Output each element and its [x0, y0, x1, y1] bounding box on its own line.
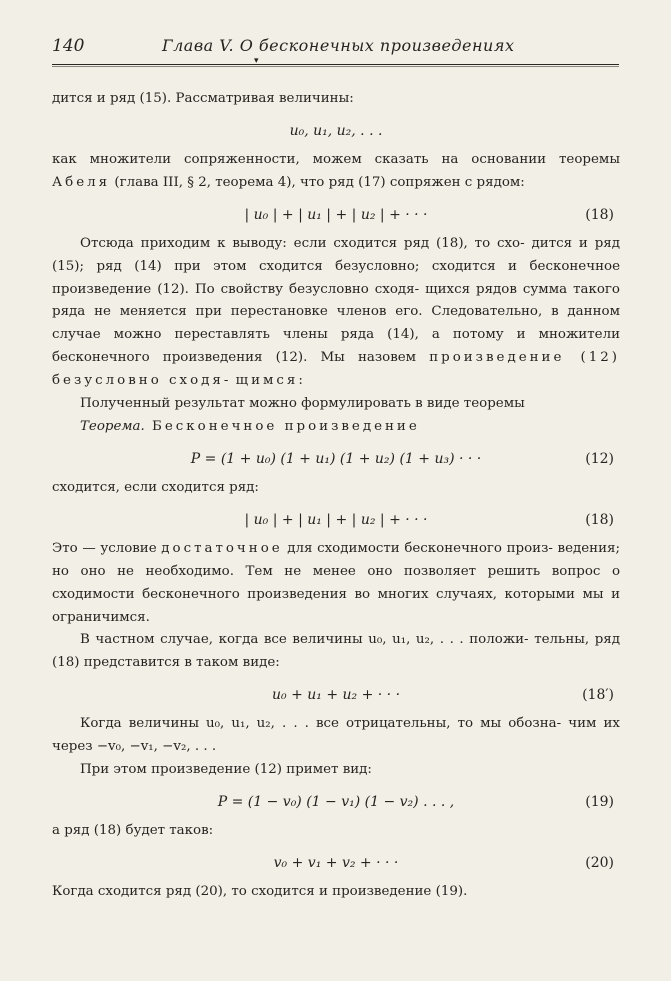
paragraph-3-line-2: дится и ряд (15); ряд (14) при этом сходится безусловно; сходится	[52, 235, 620, 274]
formula-18a-number: (18)	[585, 206, 614, 223]
paragraph-3-line-5: его. Следовательно, в данном случае можно переставлять члены	[52, 304, 620, 343]
formula-1-expr: u₀, u₁, u₂, . . .	[289, 122, 383, 139]
formula-12-expr: P = (1 + u₀) (1 + u₁) (1 + u₂) (1 + u₃) · · ·	[190, 450, 482, 467]
formula-18a-expr: | u₀ | + | u₁ | + | u₂ | + · · ·	[244, 206, 428, 223]
header-rule	[52, 66, 619, 67]
theorem-heading	[52, 416, 620, 439]
paragraph-7-line-3: вопрос о сходимости бесконечного произведения во многих случаях,	[52, 563, 621, 602]
formula-19	[52, 782, 620, 820]
formula-12-number: (12)	[585, 450, 614, 467]
theorem-label: Теорема.	[80, 418, 145, 434]
abel-name: Абеля	[52, 174, 111, 190]
formula-18b-expr: | u₀ | + | u₁ | + | u₂ | + · · ·	[244, 511, 428, 528]
formula-20	[52, 843, 620, 881]
paragraph-2-line-2: (глава III, § 2, теорема 4), что ряд (17) сопряжен с рядом:	[110, 174, 525, 190]
paragraph-3-line-1: Отсюда приходим к выводу: если сходится ряд (18), то схо-	[80, 235, 525, 251]
paragraph-2	[52, 149, 620, 195]
paragraph-9-line-1: Когда величины u₀, u₁, u₂, . . . все отрицательны, то мы обозна-	[80, 716, 562, 732]
sufficient-term: достаточное	[161, 540, 283, 556]
paragraph-4: Полученный результат можно формулировать в виде теоремы	[80, 396, 525, 412]
paragraph-6: сходится, если сходится ряд:	[52, 479, 259, 495]
paragraph-8	[52, 629, 620, 675]
paragraph-3-line-6: ряда (14), а потому и множители бесконечного произведения (12).	[52, 327, 620, 366]
formula-12	[52, 439, 620, 477]
paragraph-1: дится и ряд (15). Рассматривая величины:	[52, 91, 354, 106]
formula-20-number: (20)	[585, 854, 614, 871]
formula-20-expr: v₀ + v₁ + v₂ + · · ·	[273, 854, 399, 871]
paragraph-7-pre: Это — условие	[52, 540, 162, 556]
formula-18a	[52, 195, 620, 233]
paragraph-9	[52, 713, 620, 759]
paragraph-7-post: для сходимости бесконечного произ-	[282, 540, 553, 556]
running-header	[52, 32, 619, 65]
paragraph-10: При этом произведение (12) примет вид:	[80, 762, 372, 778]
paragraph-2-line-1: как множители сопряженности, можем сказать на основании теоремы	[52, 151, 620, 167]
paragraph-3-line-3: и бесконечное произведение (12). По свойству безусловно сходя-	[52, 258, 620, 297]
formula-19-number: (19)	[585, 793, 614, 810]
formula-18b-number: (18)	[585, 511, 614, 528]
paragraph-11: а ряд (18) будет таков:	[52, 822, 214, 838]
theorem-statement: Бесконечное произведение	[144, 418, 420, 434]
print-mark: ▾	[254, 56, 259, 66]
formula-18-prime	[52, 675, 620, 713]
page-number: 140	[52, 36, 85, 56]
formula-18-prime-number: (18′)	[582, 687, 614, 704]
formula-18b	[52, 500, 620, 538]
paragraph-3	[52, 233, 620, 393]
formula-19-expr: P = (1 − v₀) (1 − v₁) (1 − v₂) . . . ,	[217, 793, 455, 810]
paragraph-3-end: :	[298, 373, 303, 389]
paragraph-8-line-1: В частном случае, когда все величины u₀, u₁, u₂, . . . положи-	[80, 632, 529, 648]
paragraph-8-line-2: тельны, ряд (18) представится в таком виде:	[52, 632, 621, 671]
paragraph-3-line-4: щихся рядов сумма такого ряда не меняется при перестановке членов	[52, 281, 620, 320]
page-body	[52, 88, 620, 904]
paragraph-7-line-2: ведения; но оно не необходимо. Тем не менее оно позволяет решить	[52, 540, 620, 579]
paragraph-7	[52, 538, 620, 630]
paragraph-12: Когда сходится ряд (20), то сходится и произведение (19).	[52, 883, 468, 899]
paragraph-9-line-2: чим их через −v₀, −v₁, −v₂, . . .	[52, 716, 620, 755]
formula-18-prime-expr: u₀ + u₁ + u₂ + · · ·	[271, 687, 401, 704]
unconditional-term-end: щимся	[235, 373, 299, 389]
paragraph-3-line-7: Мы назовем	[320, 350, 430, 366]
paragraph-7-line-4: которыми мы и ограничимся.	[52, 586, 620, 625]
chapter-title: Глава V. О бесконечных произведениях	[162, 36, 515, 55]
unconditional-term: произведение (12) безусловно сходя-	[52, 350, 620, 389]
formula-1	[52, 111, 620, 149]
